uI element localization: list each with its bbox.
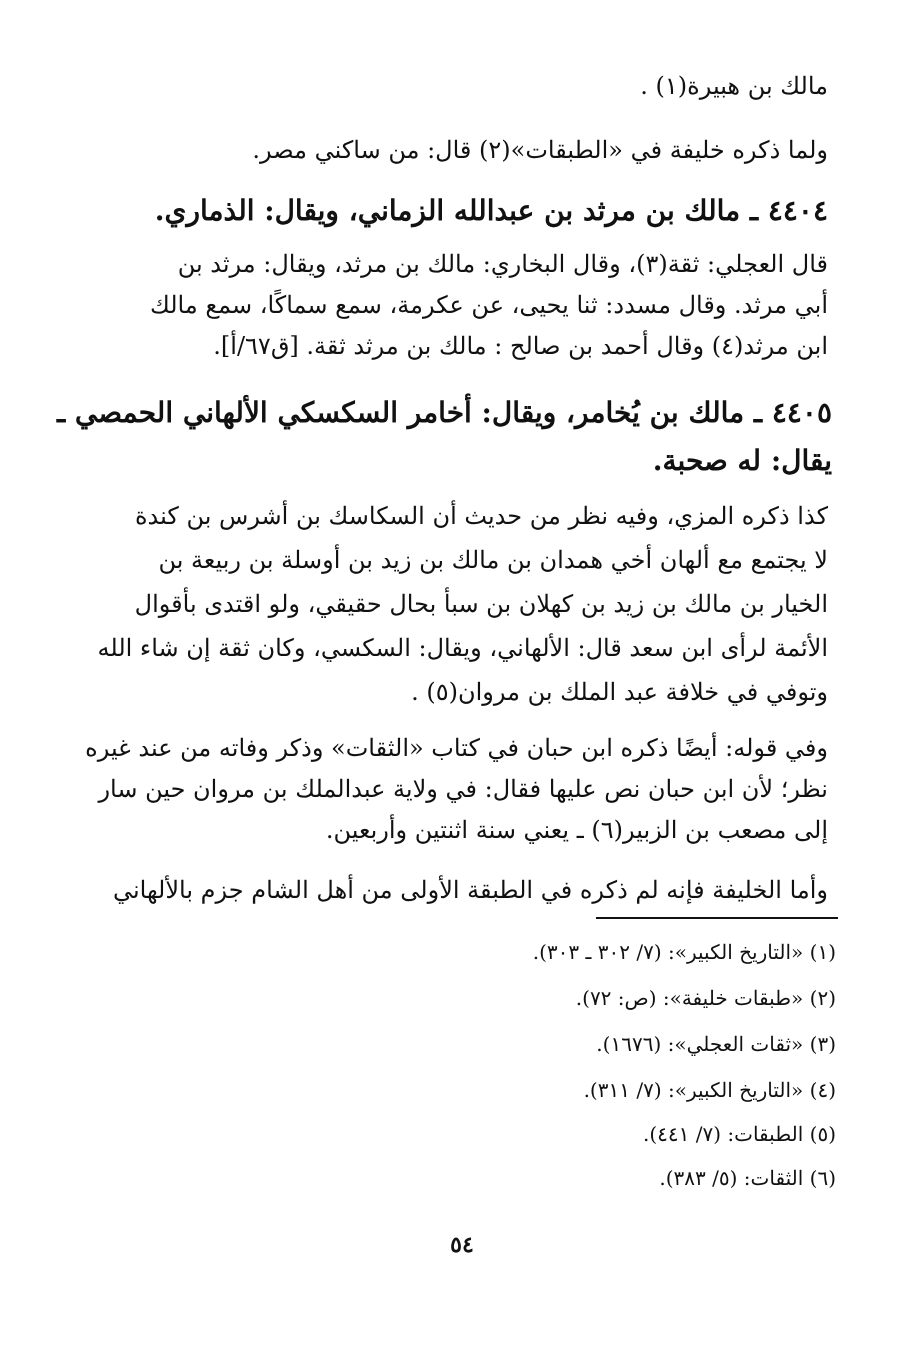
text-line: ابن مرثد(٤) وقال أحمد بن صالح : مالك بن مرثد ثقة. [ق٦٧/أ]. — [213, 332, 828, 360]
footnote-3: (٣) «ثقات العجلي»: (١٦٧٦). — [596, 1032, 836, 1056]
footnote-5: (٥) الطبقات: (٧/ ٤٤١). — [642, 1122, 836, 1146]
entry-body-4405-p3 — [112, 870, 828, 911]
text-line: ولما ذكره خليفة في «الطبقات»(٢) قال: من ساكني مصر. — [252, 136, 828, 164]
footnote-6: (٦) الثقات: (٥/ ٣٨٣). — [659, 1166, 836, 1190]
paragraph-opening — [128, 66, 828, 107]
text-line: نظر؛ لأن ابن حبان نص عليها فقال: في ولاية عبدالملك بن مروان حين سار — [98, 775, 828, 803]
entry-heading-4404: ٤٤٠٤ ـ مالك بن مرثد بن عبدالله الزماني، ويقال: الذماري. — [154, 194, 828, 227]
entry-body-4405-p2 — [85, 728, 828, 851]
text-line: أبي مرثد. وقال مسدد: ثنا يحيى، عن عكرمة، سمع سماكًا، سمع مالك — [150, 291, 828, 319]
paragraph-tabaqat-note — [128, 130, 828, 171]
entry-heading-4405-line2: يقال: له صحبة. — [652, 444, 832, 477]
text-line: وتوفي في خلافة عبد الملك بن مروان(٥) . — [411, 678, 828, 706]
text-line: وفي قوله: أيضًا ذكره ابن حبان في كتاب «الثقات» وذكر وفاته من عند غيره — [85, 734, 828, 762]
text-line: مالك بن هبيرة(١) . — [640, 72, 828, 100]
text-line: قال العجلي: ثقة(٣)، وقال البخاري: مالك بن مرثد، ويقال: مرثد بن — [177, 250, 828, 278]
text-line: كذا ذكره المزي، وفيه نظر من حديث أن السكاسك بن أشرس بن كندة — [134, 502, 828, 530]
text-line: إلى مصعب بن الزبير(٦) ـ يعني سنة اثنتين وأربعين. — [325, 816, 828, 844]
entry-body-4405-p1 — [97, 494, 828, 714]
text-line: الأئمة لرأى ابن سعد قال: الألهاني، ويقال: السكسي، وكان ثقة إن شاء الله — [97, 634, 828, 662]
text-line: وأما الخليفة فإنه لم ذكره في الطبقة الأولى من أهل الشام جزم بالألهاني — [112, 876, 828, 904]
text-line: لا يجتمع مع ألهان أخي همدان بن مالك بن زيد بن أوسلة بن ربيعة بن — [158, 546, 828, 574]
footnote-4: (٤) «التاريخ الكبير»: (٧/ ٣١١). — [583, 1078, 836, 1102]
footnote-separator — [596, 917, 838, 919]
entry-heading-4405-line1: ٤٤٠٥ ـ مالك بن يُخامر، ويقال: أخامر السكسكي الألهاني الحمصي ـ — [56, 396, 832, 429]
footnote-1: (١) «التاريخ الكبير»: (٧/ ٣٠٢ ـ ٣٠٣). — [532, 940, 836, 964]
footnote-2: (٢) «طبقات خليفة»: (ص: ٧٢). — [575, 986, 836, 1010]
entry-body-4404 — [128, 244, 828, 367]
page-number: ٥٤ — [450, 1232, 474, 1258]
text-line: الخيار بن مالك بن زيد بن كهلان بن سبأ بحال حقيقي، ولو اقتدى بأقوال — [134, 590, 828, 618]
